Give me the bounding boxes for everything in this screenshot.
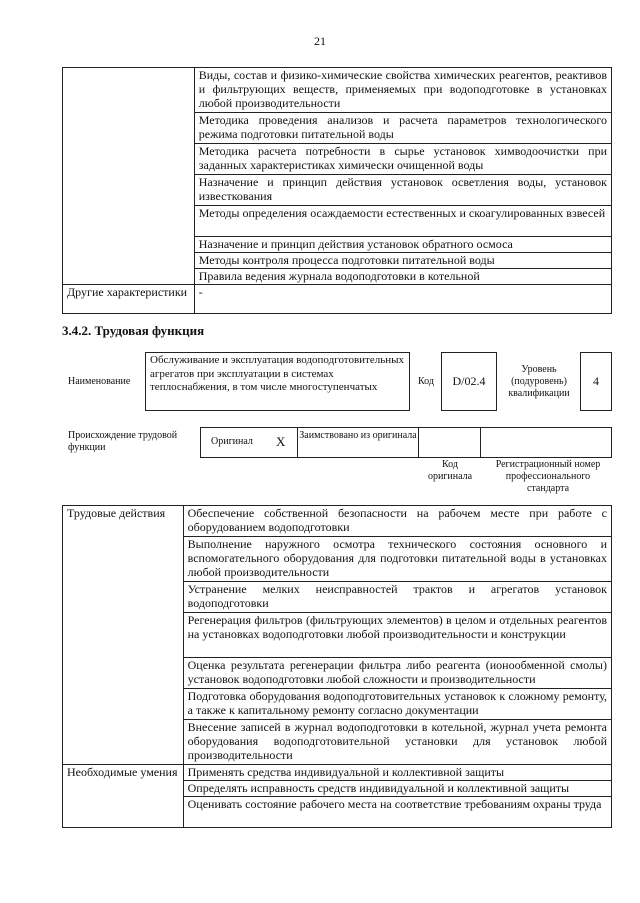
reg-number-caption: Регистрационный номер профессионального стандарта <box>495 459 601 494</box>
reg-number-box <box>480 427 612 458</box>
level-box <box>580 352 612 411</box>
function-name-value: Обслуживание и эксплуатация водоподготовительных агрегатов при эксплуатации в системах теплоснабжения, в том числе многоступенчатых <box>150 354 405 393</box>
other-characteristics-value: - <box>194 285 611 314</box>
skill-row: Определять исправность средств индивидуальной и коллективной защиты <box>183 781 611 797</box>
action-row: Обеспечение собственной безопасности на рабочем месте при работе с оборудованием водоподготовки <box>183 506 611 537</box>
original-code-box <box>418 427 481 458</box>
borrowed-label: Заимствовано из оригинала <box>299 430 417 441</box>
action-row: Оценка результата регенерации фильтра либо реагента (ионообменной смолы) установок водоподготовки любой сложности и производительности <box>183 658 611 689</box>
knowledge-row: Правила ведения журнала водоподготовки в котельной <box>194 269 611 285</box>
other-characteristics-label: Другие характеристики <box>63 285 195 314</box>
level-label: Уровень (подуровень) квалификации <box>508 364 570 399</box>
original-code-caption: Код оригинала <box>427 459 473 482</box>
action-row: Выполнение наружного осмотра технического состояния основного и вспомогательного оборудования для подготовки питательной воды в установках любой производительности <box>183 537 611 582</box>
knowledge-row: Методика проведения анализов и расчета параметров технологического режима подготовки питательной воды <box>194 113 611 144</box>
knowledge-row: Назначение и принцип действия установок обратного осмоса <box>194 237 611 253</box>
knowledge-label-cell <box>63 68 195 285</box>
origin-label: Происхождение трудовой функции <box>68 430 178 453</box>
original-label: Оригинал <box>211 436 253 447</box>
function-name-box <box>145 352 410 411</box>
level-value: 4 <box>593 374 599 388</box>
borrowed-box <box>297 427 419 458</box>
knowledge-row: Методика расчета потребности в сырье установок химводоочистки при заданных характеристиках химически очищенной воды <box>194 144 611 175</box>
knowledge-row: Назначение и принцип действия установок осветления воды, установок известкования <box>194 175 611 206</box>
knowledge-table <box>62 67 612 314</box>
knowledge-row: Методы определения осаждаемости естественных и скоагулированных взвесей <box>194 206 611 237</box>
skill-row: Оценивать состояние рабочего места на соответствие требованиям охраны труда <box>183 797 611 828</box>
action-row: Подготовка оборудования водоподготовительных установок к сложному ремонту, а также к капитальному ремонту согласно документации <box>183 689 611 720</box>
action-row: Внесение записей в журнал водоподготовки в котельной, журнал учета ремонта оборудования водоподготовительной установки для установок любой производительности <box>183 720 611 765</box>
action-row: Устранение мелких неисправностей трактов и агрегатов установок водоподготовки <box>183 582 611 613</box>
code-box <box>441 352 497 411</box>
skill-row: Применять средства индивидуальной и коллективной защиты <box>183 765 611 781</box>
labor-actions-table <box>62 505 612 828</box>
action-row: Регенерация фильтров (фильтрующих элементов) в целом и отдельных реагентов на установках водоподготовки любой производительности и конструкции <box>183 613 611 658</box>
code-label: Код <box>418 376 434 387</box>
original-mark: X <box>276 434 286 449</box>
actions-label: Трудовые действия <box>63 506 184 765</box>
knowledge-row: Виды, состав и физико-химические свойства химических реагентов, реактивов и фильтрующих веществ, применяемых при водоподготовке в установках любой производительности <box>194 68 611 113</box>
original-box <box>200 427 298 458</box>
skills-label: Необходимые умения <box>63 765 184 828</box>
knowledge-row: Методы контроля процесса подготовки питательной воды <box>194 253 611 269</box>
code-value: D/02.4 <box>452 374 486 388</box>
page-number: 21 <box>314 34 326 48</box>
name-label: Наименование <box>68 376 131 387</box>
section-heading: 3.4.2. Трудовая функция <box>62 323 205 338</box>
